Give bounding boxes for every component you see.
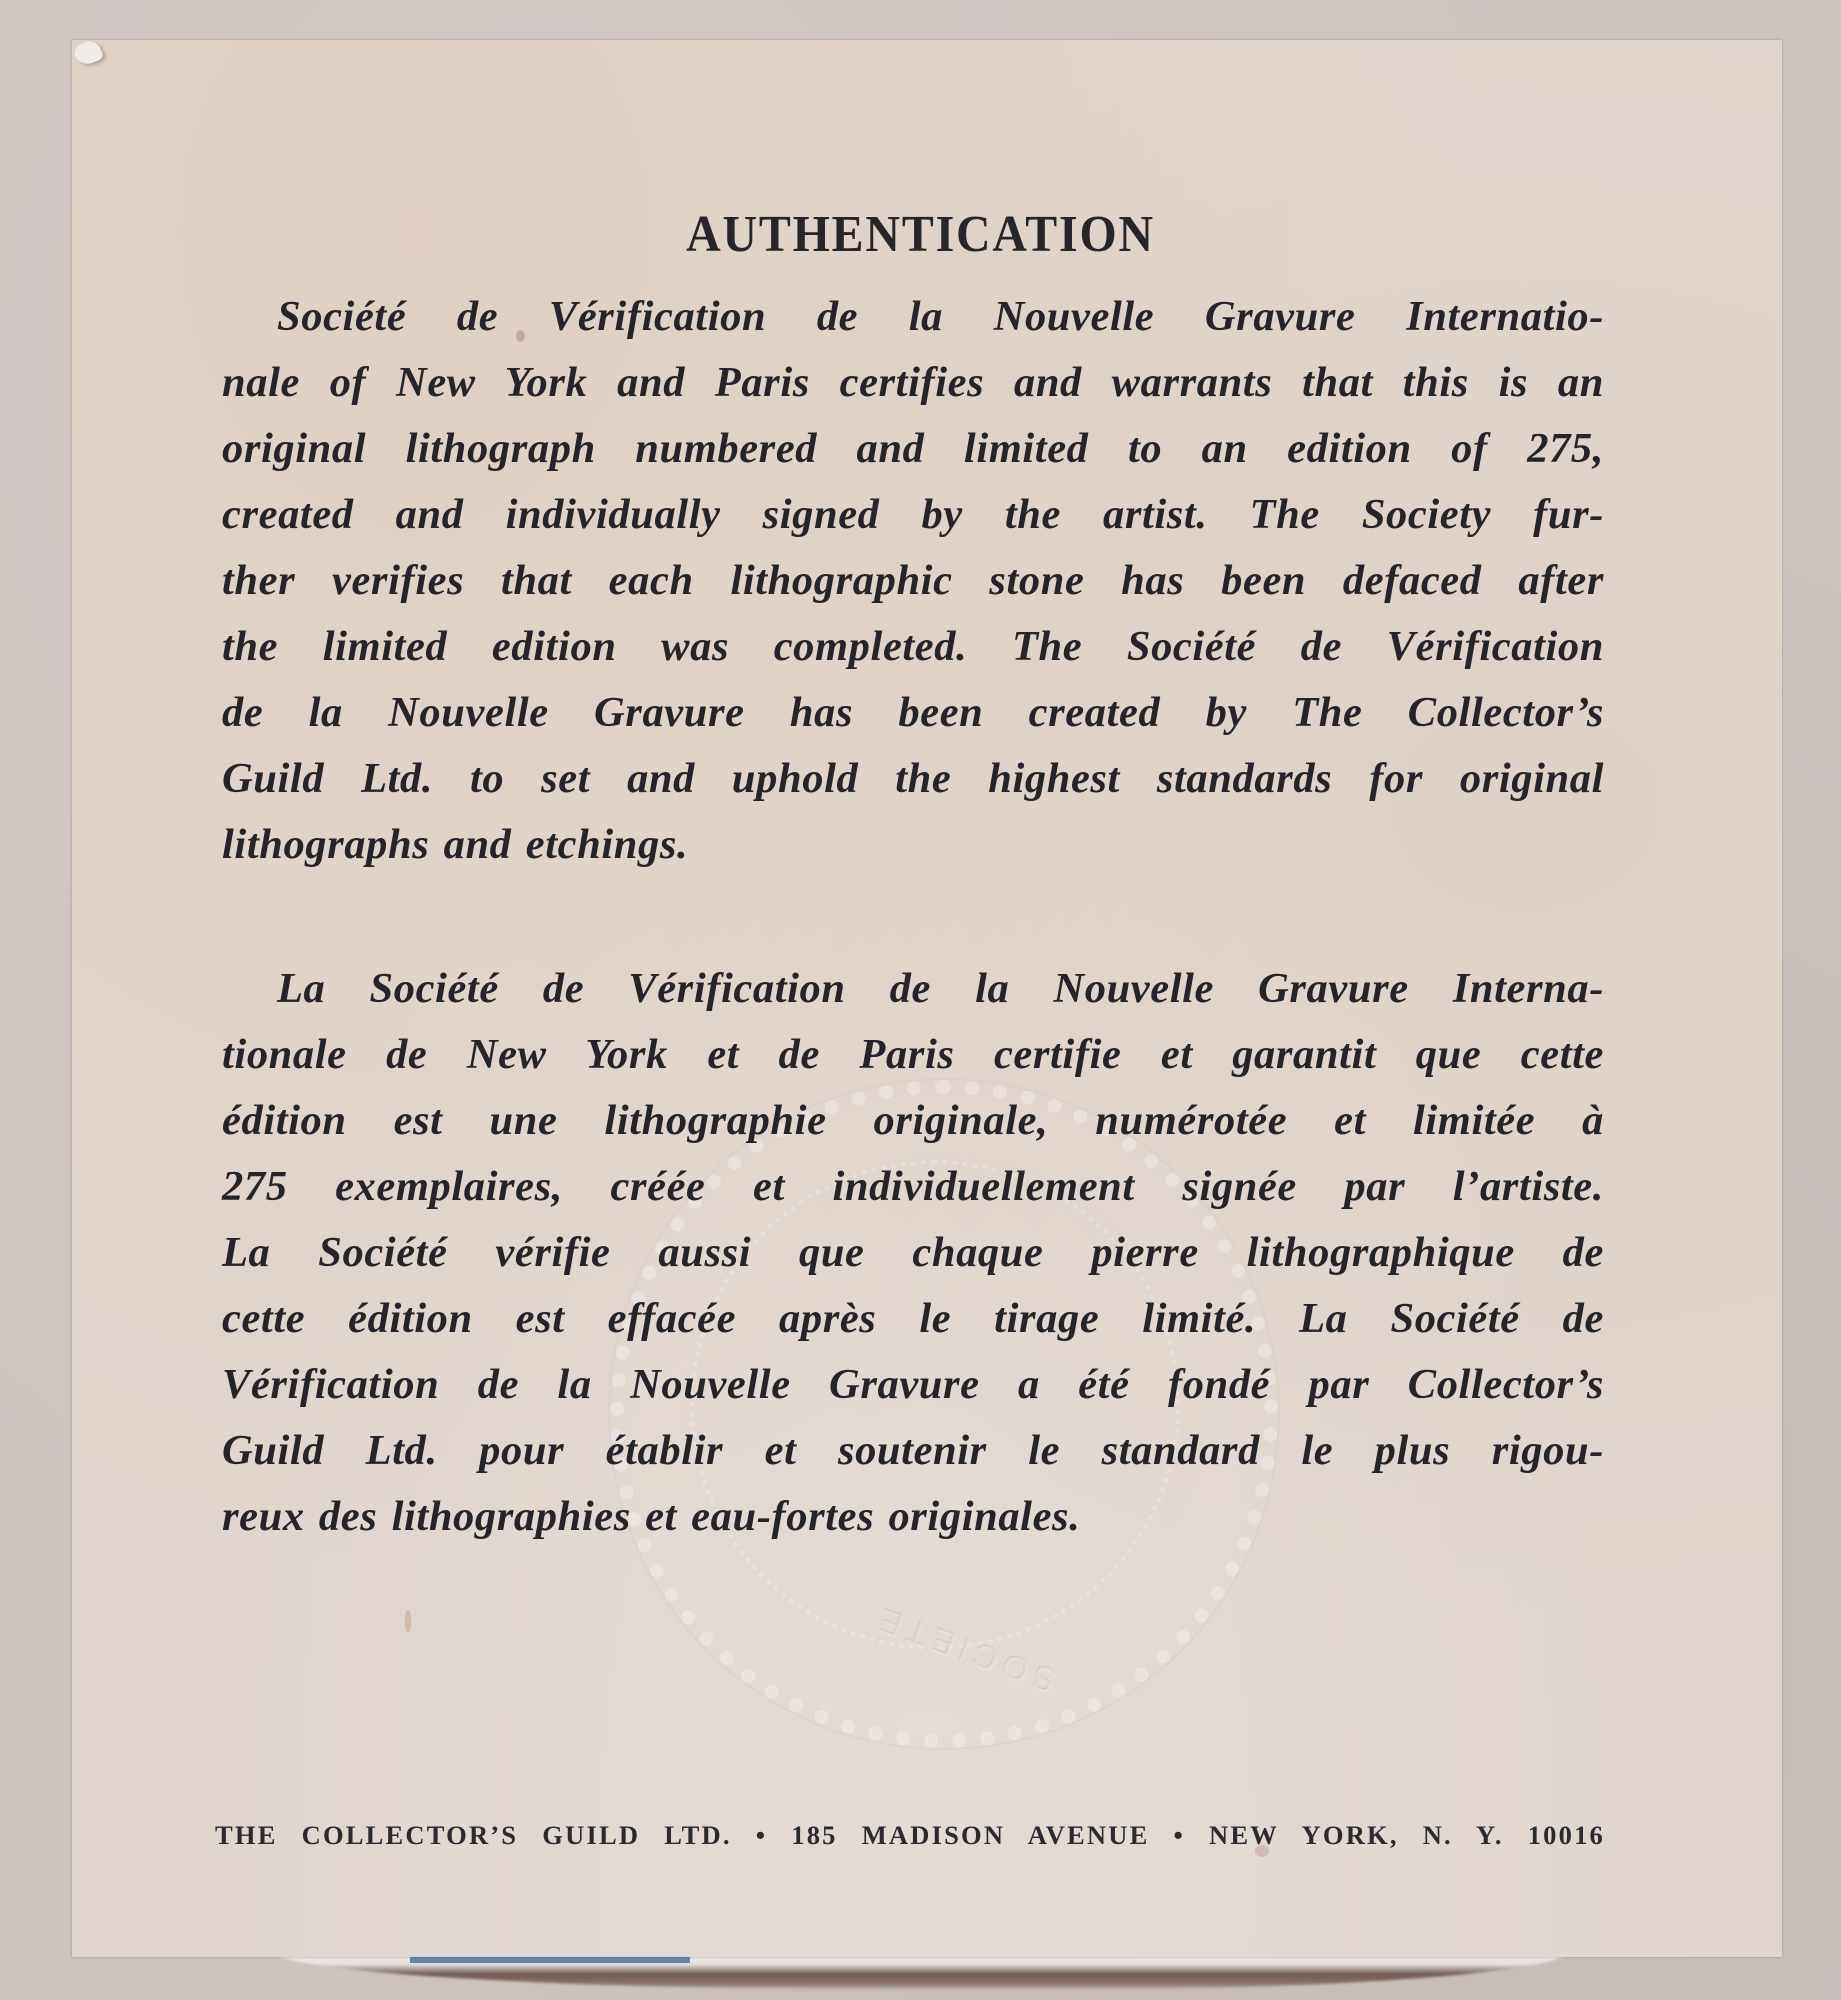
- text-line: de la Nouvelle Gravure has been created by The Collector’s: [222, 689, 1604, 736]
- text-line: Société de Vérification de la Nouvelle Gravure Internatio-: [277, 293, 1604, 340]
- text-line: Vérification de la Nouvelle Gravure a été fondé par Collector’s: [222, 1361, 1604, 1408]
- paragraph-french: [222, 956, 1604, 1550]
- text-line: reux des lithographies et eau-fortes originales.: [222, 1493, 1081, 1540]
- text-line: cette édition est effacée après le tirage limité. La Société de: [222, 1295, 1604, 1342]
- text-line: original lithograph numbered and limited to an edition of 275,: [222, 425, 1604, 472]
- embossed-seal-text: SOCIETE: [869, 1599, 1062, 1701]
- text-line: created and individually signed by the artist. The Society fur-: [222, 491, 1604, 538]
- text-line: lithographs and etchings.: [222, 821, 689, 868]
- text-line: 275 exemplaires, créée et individuellement signée par l’artiste.: [222, 1163, 1604, 1210]
- text-line: the limited edition was completed. The Société de Vérification: [222, 623, 1604, 670]
- text-line: ther verifies that each lithographic stone has been defaced after: [222, 557, 1604, 604]
- stain-mark: [405, 1610, 411, 1632]
- text-line: tionale de New York et de Paris certifie et garantit que cette: [222, 1031, 1604, 1078]
- text-line: La Société vérifie aussi que chaque pierre lithographique de: [222, 1229, 1604, 1276]
- text-line: Guild Ltd. pour établir et soutenir le standard le plus rigou-: [222, 1427, 1604, 1474]
- document-title: AUTHENTICATION: [686, 206, 1155, 263]
- backing-blue-strip: [410, 1956, 690, 1963]
- text-line: La Société de Vérification de la Nouvelle Gravure Interna-: [277, 965, 1604, 1012]
- paragraph-english: [222, 284, 1604, 878]
- publisher-address-footer: THE COLLECTOR’S GUILD LTD. • 185 MADISON AVENUE • NEW YORK, N. Y. 10016: [215, 1820, 1605, 1850]
- text-line: nale of New York and Paris certifies and warrants that this is an: [222, 359, 1604, 406]
- text-line: édition est une lithographie originale, numérotée et limitée à: [222, 1097, 1604, 1144]
- text-line: Guild Ltd. to set and uphold the highest standards for original: [222, 755, 1604, 802]
